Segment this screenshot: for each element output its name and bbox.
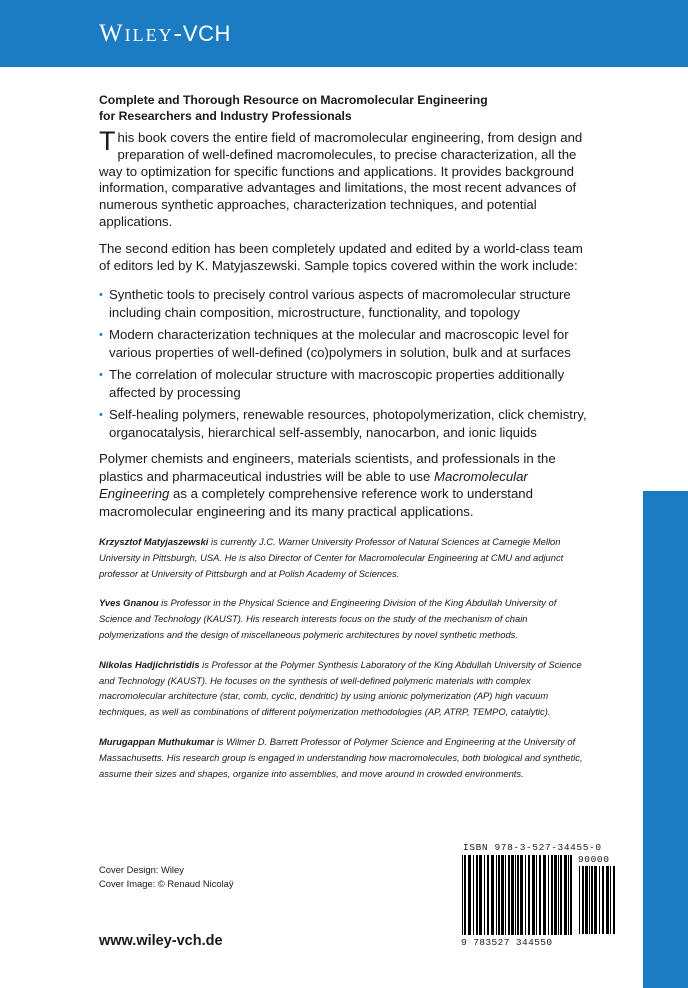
closing-paragraph: Polymer chemists and engineers, materials scientists, and professionals in the plastics and pharmaceutical industries will be able to use Macromolecular Engineering as a completely comprehensive reference work to understand macromolecular engineering and its many practical applications. [99, 451, 556, 519]
list-item: • The correlation of molecular structure with macroscopic properties additionally affected by processing [99, 367, 565, 401]
side-accent-bar [643, 491, 688, 988]
intro-paragraph: This book covers the entire field of macromolecular engineering, from design and preparation of well-defined macromolecules, to precise characterization, all the way to optimization for specific functions and applications. It provides background information, comparative advantages and limitations, the most recent advances of numerous synthetic approaches, characterization techniques, and potential applications. [99, 126, 583, 229]
editor-bio: Nikolas Hadjichristidis is Professor at the Polymer Synthesis Laboratory of the King Abdullah University of Science and Technology (KAUST). He focuses on the synthesis of well-defined polymeric materials with complex macromolecular architecture (star, comb, cyclic, dendritic) by using anionic polymerization (AP) high vacuum techniques, as well as combinations of different polymerization methodologies (AP, ATRP, TEMPO, catalytic). [99, 658, 582, 718]
barcode-number: 9 783527 344550 [461, 937, 553, 948]
isbn-barcode-icon [461, 855, 573, 937]
list-item: • Modern characterization techniques at the molecular and macroscopic level for various properties of well-defined (co)polymers in solution, bulk and at surfaces [99, 327, 571, 361]
editor-bio: Yves Gnanou is Professor in the Physical Science and Engineering Division of the King Abdullah University of Science and Technology (KAUST). His research interests focus on the study of the mechanism of chain polymerizations and the design of miscellaneous polymeric architectures by novel synthetic methods. [99, 597, 557, 640]
price-code: 90000 [578, 854, 610, 865]
bullet-icon: • [99, 329, 103, 342]
editor-bio: Murugappan Muthukumar is Wilmer D. Barrett Professor of Polymer Science and Engineering at the University of Massachusetts. His research group is engaged in understanding how macromolecules, both biological and synthetic, assume their sizes and shapes, organize into assemblies, and move around in crowded environments. [99, 735, 583, 779]
bullet-icon: • [99, 369, 103, 382]
bullet-icon: • [99, 289, 103, 302]
bullet-icon: • [99, 409, 103, 422]
list-item: • Self-healing polymers, renewable resources, photopolymerization, click chemistry, organocatalysis, hierarchical self-assembly, nanocarbon, and ionic liquids [99, 407, 587, 441]
list-item: • Synthetic tools to precisely control various aspects of macromolecular structure including chain composition, microstructure, functionality, and topology [99, 287, 571, 321]
editor-bio: Krzysztof Matyjaszewski is currently J.C. Warner University Professor of Natural Sciences at Carnegie Mellon University in Pittsburgh, USA. He is also Director of Center for Macromolecular Engineering at CMU and adjunct professor at University of Pittsburgh and at Polish Academy of Sciences. [99, 536, 564, 579]
headline: Complete and Thorough Resource on Macromolecular Engineering for Researchers and Industry Professionals [99, 93, 488, 123]
header-bar [0, 0, 688, 67]
drop-cap: T [99, 126, 116, 156]
back-cover-text [99, 92, 589, 781]
publisher-url[interactable]: www.wiley-vch.de [99, 933, 223, 949]
price-barcode-icon [578, 866, 618, 936]
topic-list [99, 286, 589, 442]
isbn-label: ISBN 978-3-527-34455-0 [463, 842, 602, 853]
cover-credits: Cover Design: Wiley Cover Image: © Renaud Nicolaÿ [99, 864, 234, 889]
edition-paragraph: The second edition has been completely updated and edited by a world-class team of editors led by K. Matyjaszewski. Sample topics covered within the work include: [99, 240, 583, 273]
publisher-logo: Wiley-VCH [99, 20, 231, 47]
